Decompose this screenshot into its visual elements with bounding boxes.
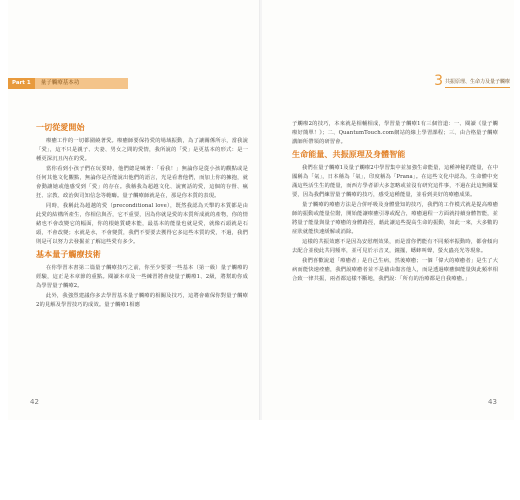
body-paragraph: 療癒工作的一切都圍繞著愛。療癒師要保持愛的場域振動，為了讓關係所示，當我說「愛」，這不只是親子、夫妻、男女之間的愛情，我所說的「愛」是更基本的形式：是一種更深沉且內在的愛。 [36,138,248,162]
section-heading: 一切從愛開始 [36,123,85,132]
section-heading: 生命能量、共振原理及身體智能 [292,150,406,159]
body-paragraph: 同時，我稱此為超越的愛（preconditional love），既然我認為天擊的本質都是由此愛的結構所產生，你相信與否，它不重要，因為你就是愛的本質所成就的產物，你的情緒也不會改變它的幅面，你的根她質礎本能，最基本的能量也就是愛，就像石頭就是石頭，不會改變；水就是水，不會變質，我們不要要去獲得它多這些本質的愛，不過，我們則是可以努力去發掘並了解這些愛有多少。 [36,203,248,245]
right-running-header [400,72,510,88]
chapter-title: 共振原理、生命力及量子觸療 [445,78,510,88]
body-paragraph: 量子觸療的療癒方法是合併呼吸及身體覺知的技巧，我們的工作模式就是提高療癒師的振動或能量位階，開始能讓療癒引導或配合，療癒過程一方面就持續身體智能，並將量子能量與量子療癒的身體路徑，藉此讓這些提高生命的振動，如此一來，大多數的症狀就能快速緩解或消除。 [292,202,498,235]
chapter-number: 3 [434,73,443,89]
body-paragraph: 在你學習本書第二篇量子觸療技巧之前，你至少要要一些基本（第一級）量子觸療的經驗，這正是本章節的重點。閱讀本章及一些練習將會使量子觸療1、2級，將幫助你成為學習量子觸療2。 [36,265,248,289]
body-paragraph: 這樣的共振效應不是因為安慰劑效果，而是當你們能有不同頻率振動時，都會傾向去配合並使此共同頻率，並可見於示音叉，鐘擺，蟋蟀叫聲，螢火蟲亮光等現象。 [292,239,498,254]
part-label: Part 1 [8,78,35,89]
body-paragraph: 我們喜歡說道「療癒者」是自己生病，然後療癒；一個「偉大的療癒者」是生了大病而能快速痊癒，我們說療癒者並不是藉由傷害他人，而是透過療癒個能量與此頻率相合致一律共振，兩者都這樣不斷地，我們說：「所有的治療都是自我療癒。」 [292,258,498,282]
body-paragraph: 子觸療2的技巧，本來就是相輔相成，學習量子觸療1有三個管道：一、閱讀《量子觸療好簡單！》；二、QuantumTouch.com網站的線上學習課程；三、由合格量子觸療講師所帶領的研習會。 [292,121,498,145]
body-paragraph: 此外，我強烈建議你多去學習基本量子觸療的相關及技巧，這將會確保你對量子觸療2的見解及學習技巧的成效。量子觸療1相應 [36,293,248,308]
body-paragraph: 我們在量子觸療1及量子觸療2中學習集中並加強生命能量，這種神秘的能量，在中國稱為「氣」，日本稱為「氣」，印度稱為「Prana」。在這些文化中認為，生命體中充滿這些活生生的能量，而西方學者卻大多忽略或並沒有研究這件事，不過在此這無關緊要，因為我們練習量子觸療的技巧，感受這種能量，並看到美好的療癒成果。 [292,165,498,198]
left-text-column [36,120,248,311]
right-text-column [292,120,498,285]
left-running-header [8,78,128,89]
body-paragraph: 當你看到小孩子們在玩要時，他們總是喊著：「看我！」無論你是從小孩的觀點或是任何其他文化觀點，無論你是否能說出他們的語言，光是看著他們，而加上你的擁抱，就會動讓她或他感受到「愛」的存在。我稱我為超越文化、說實話的愛，這個的存督、瘋狂、宗教、政治與司知信念等範疇。量子觸療師就是在，那是你本質的表現。 [36,166,248,199]
page-number-left: 42 [30,398,39,406]
page-number-right: 43 [488,398,497,406]
section-heading: 基本量子觸療技術 [36,250,101,259]
part-title: 量子觸療基本功 [35,78,128,89]
